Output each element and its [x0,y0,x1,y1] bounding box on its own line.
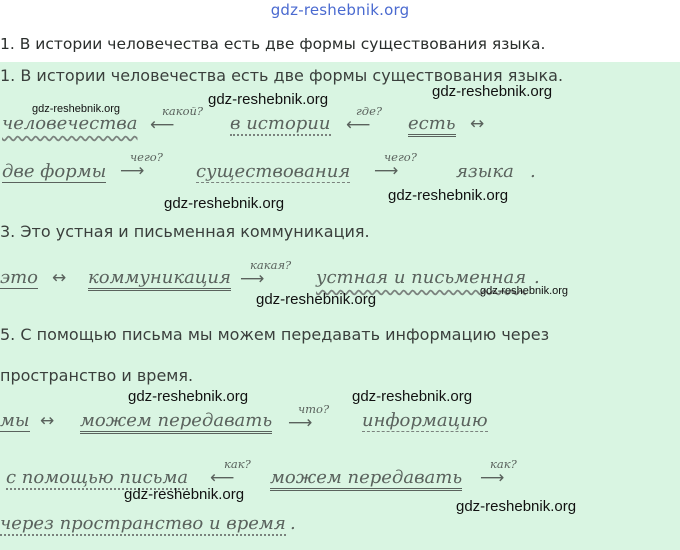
watermark: gdz-reshebnik.org [124,486,245,503]
word-ustnaya-i-pismennaya: устная и письменная [316,267,527,288]
word-mozhem-peredavat: можем передавать [80,411,272,434]
arrow-right-icon: ⟶ [120,161,145,181]
sentence-5-text-line-2: пространство и время. [0,366,194,385]
period: . [530,161,536,182]
question-kak: как? [224,457,251,471]
word-cherez-prostranstvo-i-vremya: через пространство и время [0,513,286,534]
question-kak: как? [490,457,517,471]
word-eto: это [0,267,38,288]
word-yazyka: языка [456,161,514,182]
analysis-panel [0,62,680,550]
watermark: gdz-reshebnik.org [480,285,569,297]
sentence-1-text: 1. В истории человечества есть две формы существования языка. [0,66,564,85]
watermark-top: gdz-reshebnik.org [270,1,410,19]
watermark: gdz-reshebnik.org [432,83,553,100]
period: . [290,513,296,534]
link-arrow-icon: ↔ [470,114,485,134]
link-arrow-icon: ↔ [52,268,67,288]
arrow-right-icon: ⟶ [240,269,265,289]
watermark: gdz-reshebnik.org [388,187,509,204]
arrow-left-icon: ⟵ [150,115,175,135]
question-chto: что? [298,402,330,416]
arrow-right-icon: ⟶ [374,161,399,181]
watermark: gdz-reshebnik.org [456,498,577,515]
period: . [534,267,540,288]
arrow-left-icon: ⟵ [346,115,371,135]
word-s-pomoshchyu-pisma: с помощью письма [6,467,189,488]
link-arrow-icon: ↔ [40,411,55,431]
word-est: есть [408,114,456,137]
watermark: gdz-reshebnik.org [352,388,473,405]
word-my: мы [0,410,30,431]
arrow-right-icon: ⟶ [288,413,313,433]
sentence-3-text: 3. Это устная и письменная коммуникация. [0,222,370,241]
question-kakoy: какой? [162,104,204,118]
arrow-left-icon: ⟵ [210,468,235,488]
sentence-5-text-line-1: 5. С помощью письма мы можем передавать информацию через [0,325,550,344]
watermark: gdz-reshebnik.org [164,195,285,212]
heading: 1. В истории человечества есть две формы существования языка. [0,35,546,53]
word-mozhem-peredavat: можем передавать [270,468,462,491]
question-kakaya: какая? [250,258,292,272]
question-chego: чего? [130,150,163,164]
word-dve-formy: две формы [2,161,107,182]
question-gde: где? [356,104,383,118]
word-kommunikatsiya: коммуникация [88,268,231,291]
watermark: gdz-reshebnik.org [208,91,329,108]
question-chego: чего? [384,150,417,164]
arrow-right-icon: ⟶ [480,468,505,488]
watermark: gdz-reshebnik.org [32,103,121,115]
watermark: gdz-reshebnik.org [256,291,377,308]
watermark: gdz-reshebnik.org [128,388,249,405]
word-chelovechestva: человечества [2,113,138,134]
word-informatsiyu: информацию [362,410,488,431]
word-sushchestvovaniya: существования [196,161,351,182]
word-v-istorii: в истории [230,113,331,134]
